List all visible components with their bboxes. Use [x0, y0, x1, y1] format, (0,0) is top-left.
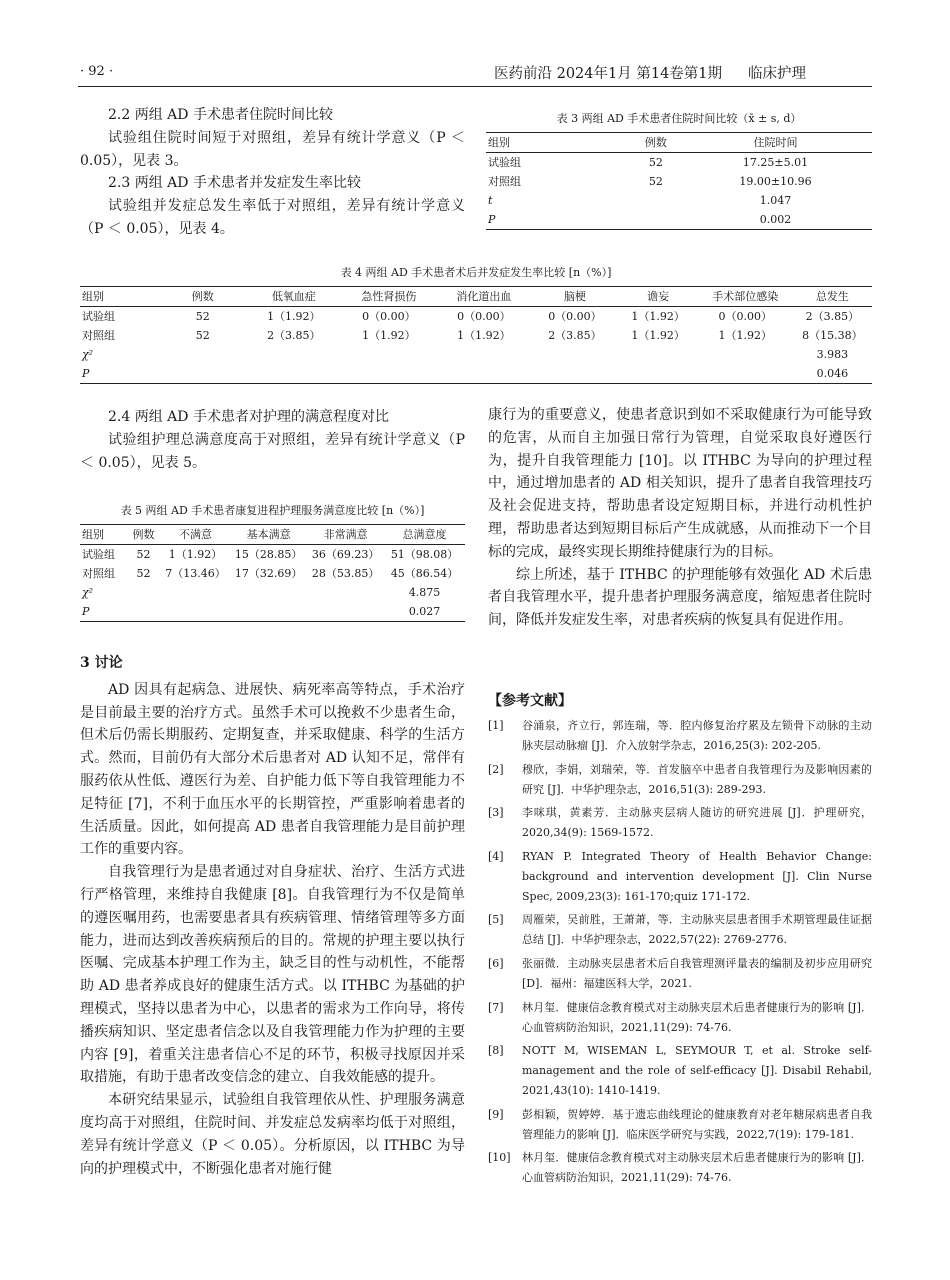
table-header-cell: 总发生	[793, 287, 872, 307]
table-cell: 0（0.00）	[548, 310, 602, 323]
section-heading-2-4: 2.4 两组 AD 手术患者对护理的满意程度对比	[108, 409, 389, 425]
table-cell	[698, 345, 793, 364]
table-cell: 7（13.46）	[165, 567, 226, 580]
table-5	[80, 502, 465, 622]
table-4-caption: 表 4 两组 AD 手术患者术后并发症发生率比较 [n（%）]	[340, 266, 612, 279]
table-header-cell: 急性肾损伤	[341, 287, 436, 307]
reference-number: [5]	[488, 913, 504, 927]
paragraph-2-3: 试验组并发症总发生率低于对照组，差异有统计学意义（P ＜ 0.05），见表 4。	[80, 198, 465, 237]
table-cell: 52	[195, 329, 210, 342]
reference-text: NOTT M, WISEMAN L, SEYMOUR T, et al. Stroke self-management and the role of self-efficacy [J]. Disabil Rehabil, 2021,43(10): 1410-1419.	[522, 1044, 872, 1098]
table-cell: 52	[136, 567, 151, 580]
table-cell: 36（69.23）	[311, 548, 380, 561]
table-cell: 28（53.85）	[311, 567, 380, 580]
table-cell	[246, 364, 341, 384]
table-3	[486, 110, 872, 230]
paragraph-2-4: 试验组护理总满意度高于对照组，差异有统计学意义（P ＜ 0.05），见表 5。	[80, 431, 465, 471]
reference-number: [6]	[488, 956, 504, 970]
table-cell: 1（1.92）	[168, 548, 223, 561]
header-rule	[78, 86, 872, 87]
reference-text: RYAN P. Integrated Theory of Health Behavior Change: background and intervention development [J]. Clin Nurse Spec, 2009,23(3): 161-170;quiz 171-172.	[522, 849, 872, 903]
running-header	[494, 62, 806, 83]
discussion-left	[80, 652, 465, 1180]
table-cell: 对照组	[488, 175, 521, 188]
references	[488, 690, 872, 1192]
journal-info: 医药前沿 2024年1月 第14卷第1期	[494, 66, 723, 82]
table-5-grid	[80, 524, 465, 622]
table-header-cell: 组别	[80, 525, 126, 545]
table-cell	[307, 602, 384, 622]
reference-item	[488, 716, 872, 756]
discussion-paragraph-3: 本研究结果显示，试验组自我管理依从性、护理服务满意度均高于对照组，住院时间、并发症总发病率均低于对照组，差异有统计学意义（P ＜ 0.05）。分析原因，以 ITHBC 为导向的护理模式中，不断强化患者对施行健	[80, 1092, 465, 1177]
discussion-title: 3 讨论	[80, 655, 123, 671]
table-row	[80, 583, 465, 602]
table-cell	[307, 583, 384, 602]
table-row	[486, 210, 872, 230]
table-header-cell: 组别	[486, 133, 633, 153]
table-3-caption: 表 3 两组 AD 手术患者住院时间比较（x̄ ± s, d）	[556, 112, 802, 125]
reference-item	[488, 954, 872, 994]
table-cell: 2（3.85）	[267, 329, 321, 342]
table-row	[486, 153, 872, 173]
discussion-paragraph-continued: 康行为的重要意义，使患者意识到如不采取健康行为可能导致的危害，从而自主加强日常行为管理，自觉采取良好遵医行为，提升自我管理能力 [10]。以 ITHBC 为导向的护理过程中，通过增加患者的 AD 相关知识，提升了患者自我管理技巧及社会促进支持，帮助患者设定短期目标，并进行动机性护理，帮助患者达到短期目标后产生成就感，从而推动下一个目标的完成，最终实现长期维持健康行为的目标。	[488, 407, 872, 560]
references-title: 【参考文献】	[488, 693, 572, 709]
table-cell	[341, 345, 436, 364]
table-cell: 对照组	[82, 329, 115, 342]
table-header-cell: 非常满意	[307, 525, 384, 545]
reference-number: [1]	[488, 719, 504, 732]
table-header-cell: 例数	[126, 525, 161, 545]
table-cell: P	[486, 210, 633, 230]
table-cell: χ²	[82, 348, 94, 361]
table-cell	[159, 364, 246, 384]
table-cell: 52	[136, 548, 151, 561]
table-cell: t	[488, 194, 493, 207]
table-cell: 1.047	[759, 194, 792, 207]
table-cell: 1（1.92）	[457, 329, 511, 342]
discussion-paragraph-2: 自我管理行为是患者通过对自身症状、治疗、生活方式进行严格管理，来维持自我健康 [8]。自我管理行为不仅是简单的遵医嘱用药，也需要患者具有疾病管理、情绪管理等多方面能力，进而达到改善疾病预后的目的。常规的护理主要以执行医嘱、完成基本护理工作为主，缺乏目的性与动机性，不能帮助 AD 患者养成良好的健康生活方式。以 ITHBC 为基础的护理模式，坚持以患者为中心，以患者的需求为工作向导，将传播疾病知识、坚定患者信念以及自我管理能力作为护理的主要内容 [9]，着重关注患者信心不足的环节，积极寻找原因并采取措施，有助于患者改变信念的建立、自我效能感的提升。	[80, 864, 465, 1086]
table-header-cell: 组别	[80, 287, 159, 307]
table-row	[80, 345, 872, 364]
reference-item	[488, 847, 872, 907]
reference-number: [7]	[488, 1000, 504, 1014]
table-cell	[436, 364, 531, 384]
table-cell: 1（1.92）	[631, 329, 685, 342]
reference-number: [4]	[488, 849, 504, 863]
table-cell	[698, 364, 793, 384]
table-header-cell: 脑梗	[531, 287, 618, 307]
page-number: · 92 ·	[80, 64, 114, 79]
table-cell: 52	[195, 310, 210, 323]
table-header-cell: 手术部位感染	[698, 287, 793, 307]
section-heading-2-2: 2.2 两组 AD 手术患者住院时间比较	[108, 107, 333, 123]
discussion-paragraph-1: AD 因具有起病急、进展快、病死率高等特点，手术治疗是目前最主要的治疗方式。虽然手术可以挽救不少患者生命，但术后仍需长期服药、定期复查，并采取健康、科学的生活方式。然而，目前仍有大部分术后患者对 AD 认知不足，常伴有服药依从性低、遵医行为差、自护能力低下等自我管理能力不足特征 [7]，不利于血压水平的长期管控，严重影响着患者的生活质量。因此，如何提高 AD 患者自我管理能力是目前护理工作的重要内容。	[80, 681, 465, 858]
table-3-grid	[486, 132, 872, 230]
table-row	[486, 172, 872, 191]
table-cell: 45（86.54）	[390, 567, 459, 580]
table-cell: 19.00±10.96	[739, 175, 812, 188]
table-cell: 1（1.92）	[718, 329, 772, 342]
table-cell	[230, 583, 307, 602]
reference-item	[488, 1148, 872, 1188]
table-cell	[619, 345, 698, 364]
table-header-cell: 谵妄	[619, 287, 698, 307]
table-cell: 1（1.92）	[631, 310, 685, 323]
table-cell: 52	[648, 156, 663, 169]
table-row	[80, 364, 872, 384]
table-cell: 1（1.92）	[362, 329, 416, 342]
reference-number: [10]	[488, 1151, 511, 1165]
table-cell: P	[80, 602, 126, 622]
table-cell	[619, 364, 698, 384]
reference-number: [9]	[488, 1107, 504, 1121]
table-row	[80, 564, 465, 583]
table-row	[80, 545, 465, 565]
table-row	[80, 326, 872, 345]
paragraph-2-2: 试验组住院时间短于对照组，差异有统计学意义（P ＜ 0.05），见表 3。	[80, 129, 465, 169]
table-cell: 51（98.08）	[390, 548, 459, 561]
table-cell	[341, 364, 436, 384]
section-heading-2-3: 2.3 两组 AD 手术患者并发症发生率比较	[108, 175, 361, 192]
table-cell	[246, 345, 341, 364]
table-row	[80, 602, 465, 622]
reference-text: 林月玺．健康信念教育模式对主动脉夹层术后患者健康行为的影响 [J]．心血管病防治知识，2021,11(29): 74-76.	[522, 1000, 872, 1034]
reference-text: 周雁荣，吴前胜，王萧萧，等．主动脉夹层患者围手术期管理最佳证据总结 [J]．中华护理杂志，2022,57(22): 2769-2776.	[522, 913, 872, 947]
table-cell: 0（0.00）	[718, 310, 772, 323]
table-cell: 2（3.85）	[805, 310, 860, 323]
table-cell: 0（0.00）	[457, 310, 511, 323]
table-cell	[126, 602, 161, 622]
table-cell: 1（1.92）	[267, 310, 321, 323]
table-4-grid	[80, 286, 872, 384]
reference-item	[488, 910, 872, 950]
table-cell: 17.25±5.01	[742, 156, 809, 169]
table-4	[80, 264, 872, 384]
table-cell	[126, 583, 161, 602]
reference-text: 穆欣，李娟，刘瑞荣，等．首发脑卒中患者自我管理行为及影响因素的研究 [J]．中华护理杂志，2016,51(3): 289-293.	[522, 762, 872, 796]
table-cell	[633, 210, 679, 230]
table-cell: 4.875	[408, 586, 441, 599]
table-cell: 15（28.85）	[234, 548, 303, 561]
reference-text: 彭相颖，贺婷婷．基于遗忘曲线理论的健康教育对老年糖尿病患者自我管理能力的影响 [J]．临床医学研究与实践，2022,7(19): 179-181.	[522, 1107, 872, 1141]
table-cell: 3.983	[816, 348, 849, 361]
table-header-cell: 例数	[159, 287, 246, 307]
table-cell: 52	[648, 175, 663, 188]
table-header-cell: 低氧血症	[246, 287, 341, 307]
results-top-left	[80, 104, 465, 241]
table-cell: 0（0.00）	[362, 310, 416, 323]
reference-item	[488, 998, 872, 1038]
table-header-cell: 不满意	[161, 525, 230, 545]
discussion-right	[488, 404, 872, 632]
table-cell: 17（32.69）	[234, 567, 303, 580]
table-cell	[531, 364, 618, 384]
discussion-conclusion: 综上所述，基于 ITHBC 的护理能够有效强化 AD 术后患者自我管理水平，提升患者护理服务满意度，缩短患者住院时间，降低并发症发生率，对患者疾病的恢复具有促进作用。	[488, 566, 872, 629]
reference-item	[488, 760, 872, 800]
reference-number: [8]	[488, 1044, 504, 1058]
results-mid-left	[80, 406, 465, 474]
table-cell: 8（15.38）	[802, 329, 863, 342]
table-row	[486, 191, 872, 210]
reference-item	[488, 1105, 872, 1145]
table-5-caption: 表 5 两组 AD 手术患者康复进程护理服务满意度比较 [n（%）]	[120, 504, 425, 517]
table-cell: P	[80, 364, 159, 384]
reference-item	[488, 1041, 872, 1101]
reference-text: 张丽微．主动脉夹层患者术后自我管理测评量表的编制及初步应用研究 [D]．福州：福建医科大学，2021.	[522, 956, 872, 990]
table-cell: 对照组	[82, 567, 115, 580]
table-cell: 试验组	[82, 548, 115, 561]
section-name: 临床护理	[748, 66, 807, 82]
table-cell	[436, 345, 531, 364]
table-row	[80, 307, 872, 327]
table-cell: 0.027	[384, 602, 465, 622]
table-header-cell: 总满意度	[384, 525, 465, 545]
table-header-cell: 基本满意	[230, 525, 307, 545]
table-cell: 试验组	[82, 310, 115, 323]
table-cell	[161, 583, 230, 602]
table-cell: χ²	[82, 586, 94, 599]
table-cell: 2（3.85）	[548, 329, 602, 342]
reference-number: [3]	[488, 806, 504, 820]
table-header-cell: 住院时间	[679, 133, 872, 153]
table-cell	[159, 345, 246, 364]
reference-item	[488, 803, 872, 843]
table-cell: 0.002	[679, 210, 872, 230]
reference-text: 李咪琪，黄素芳．主动脉夹层病人随访的研究进展 [J]．护理研究，2020,34(9): 1569-1572.	[522, 806, 872, 840]
table-cell	[531, 345, 618, 364]
reference-text: 林月玺．健康信念教育模式对主动脉夹层术后患者健康行为的影响 [J]．心血管病防治知识，2021,11(29): 74-76.	[522, 1151, 872, 1185]
table-cell	[161, 602, 230, 622]
table-cell	[633, 191, 679, 210]
table-cell: 试验组	[488, 156, 521, 169]
table-cell: 0.046	[793, 364, 872, 384]
table-cell	[230, 602, 307, 622]
reference-text: 谷涌泉，齐立行，郭连瑞，等．腔内修复治疗累及左锁骨下动脉的主动脉夹层动脉瘤 [J]．介入放射学杂志，2016,25(3): 202-205.	[522, 719, 872, 752]
table-header-cell: 消化道出血	[436, 287, 531, 307]
reference-number: [2]	[488, 762, 504, 776]
table-header-cell: 例数	[633, 133, 679, 153]
